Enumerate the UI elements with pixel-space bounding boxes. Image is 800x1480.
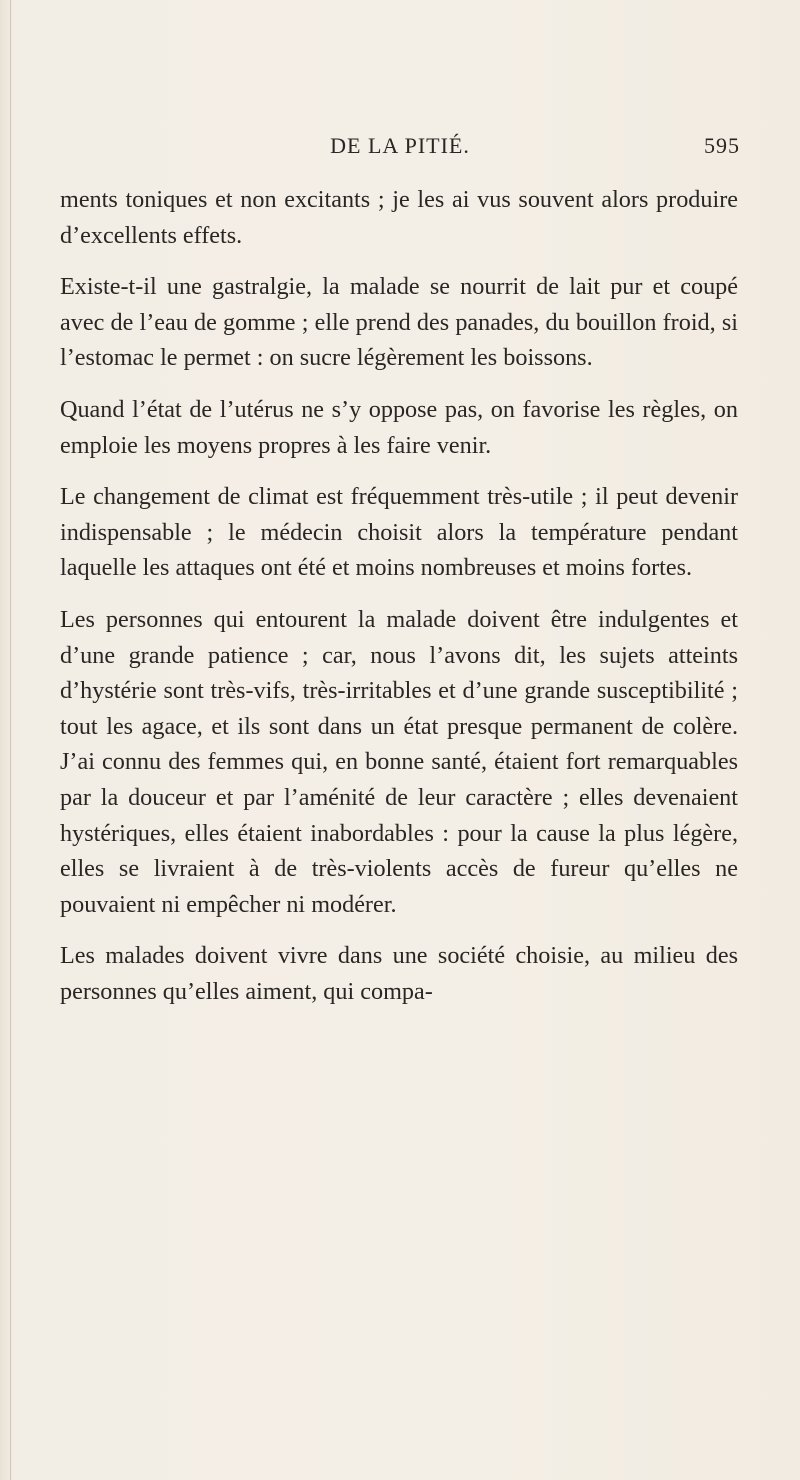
page-number: 595 [704, 133, 740, 158]
body-text [60, 182, 738, 1025]
paragraph-6: Les malades doivent vivre dans une société choisie, au milieu des personnes qu’elles aiment, qui compa- [60, 942, 738, 1005]
paragraph-1: ments toniques et non excitants ; je les ai vus souvent alors produire d’excellents effets. [60, 186, 738, 249]
paragraph-4: Le changement de climat est fréquemment très-utile ; il peut devenir indispensable ; le médecin choisit alors la température pendant laquelle les attaques ont été et moins nombreuses et moins fortes. [60, 483, 738, 582]
paragraph-3: Quand l’état de l’utérus ne s’y oppose pas, on favorise les règles, on emploie les moyens propres à les faire venir. [60, 395, 738, 459]
running-title: DE LA PITIÉ. [330, 133, 470, 158]
paragraph-5: Les personnes qui entourent la malade doivent être indulgentes et d’une grande patience ; car, nous l’avons dit, les sujets atteints d’hystérie sont très-vifs, très-irritables et d’une grande susceptibilité ; tout les agace, et ils sont dans un état presque permanent de colère. J’ai connu des femmes qui, en bonne santé, étaient fort remarquables par la douceur et par l’aménité de leur caractère ; elles devenaient hystériques, elles étaient inabordables : pour la cause la plus légère, elles se livraient à de très-violents accès de fureur qu’elles ne pouvaient ni empêcher ni modérer. [60, 605, 738, 918]
paragraph-2: Existe-t-il une gastralgie, la malade se nourrit de lait pur et coupé avec de l’eau de gomme ; elle prend des panades, du bouillon froid, si l’estomac le permet : on sucre légèrement les boissons. [60, 273, 738, 372]
binding-edge [10, 0, 11, 1480]
running-head [60, 133, 740, 169]
